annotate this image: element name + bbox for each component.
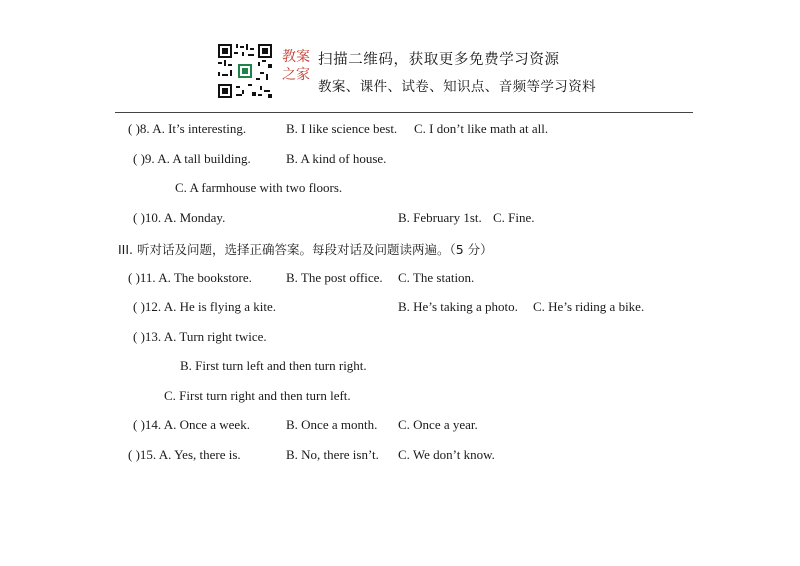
q13-option-b: B. First turn left and then turn right. xyxy=(180,358,367,373)
q11-option-c: C. The station. xyxy=(398,270,475,285)
q10-option-a: ( )10. A. Monday. xyxy=(133,210,226,225)
q10-option-b: B. February 1st. xyxy=(398,210,482,225)
q13-option-c: C. First turn right and then turn left. xyxy=(164,388,351,403)
section-3-heading: III. 听对话及问题，选择正确答案。每段对话及问题读两遍。（5 分） xyxy=(118,242,493,257)
q12-option-c: C. He’s riding a bike. xyxy=(533,299,645,314)
q13-option-a: ( )13. A. Turn right twice. xyxy=(133,329,267,344)
q8-option-a: ( )8. A. It’s interesting. xyxy=(128,121,247,136)
q9-option-c: C. A farmhouse with two floors. xyxy=(175,180,343,195)
q15-option-c: C. We don’t know. xyxy=(398,447,495,462)
q14-option-b: B. Once a month. xyxy=(286,417,378,432)
q15-option-a: ( )15. A. Yes, there is. xyxy=(128,447,241,462)
slogan-line2: 教案、课件、试卷、知识点、音频等学习资料 xyxy=(318,79,596,95)
logo-text-line2: 之家 xyxy=(282,67,310,83)
logo-text-line1: 教案 xyxy=(282,49,310,65)
slogan-line1: 扫描二维码，获取更多免费学习资源 xyxy=(318,52,560,68)
q15-option-b: B. No, there isn’t. xyxy=(286,447,379,462)
q14-option-a: ( )14. A. Once a week. xyxy=(133,417,250,432)
q12-option-a: ( )12. A. He is flying a kite. xyxy=(133,299,276,314)
q12-option-b: B. He’s taking a photo. xyxy=(398,299,518,314)
q11-option-a: ( )11. A. The bookstore. xyxy=(128,270,252,285)
q11-option-b: B. The post office. xyxy=(286,270,383,285)
header-divider xyxy=(115,112,693,113)
logo xyxy=(276,50,312,94)
q14-option-c: C. Once a year. xyxy=(398,417,478,432)
q8-option-b: B. I like science best. xyxy=(286,121,398,136)
header-banner xyxy=(218,44,638,100)
qr-code-icon xyxy=(218,44,272,98)
q9-option-a: ( )9. A. A tall building. xyxy=(133,151,251,166)
q9-option-b: B. A kind of house. xyxy=(286,151,387,166)
q8-option-c: C. I don’t like math at all. xyxy=(414,121,549,136)
q10-option-c: C. Fine. xyxy=(493,210,535,225)
